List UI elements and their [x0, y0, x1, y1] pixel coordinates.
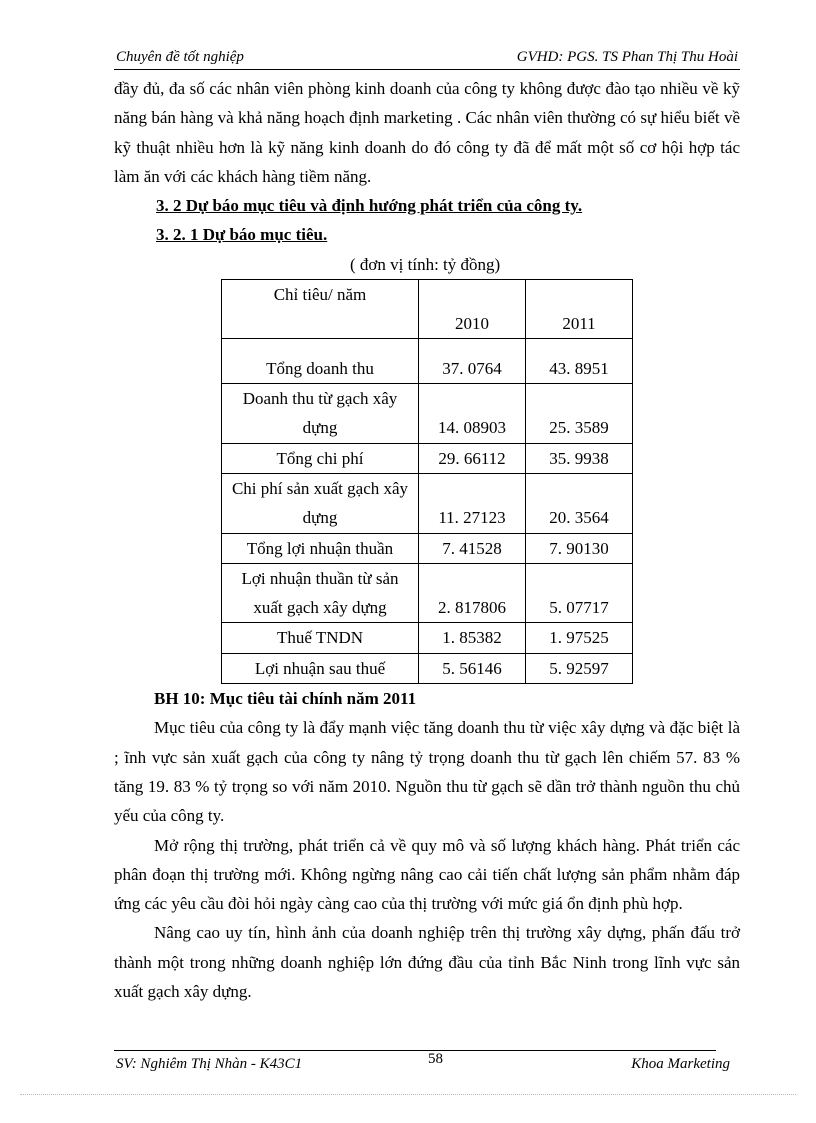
row-value-2010: 5. 56146: [419, 653, 526, 683]
page-bottom-divider: [20, 1094, 796, 1095]
row-label: Doanh thu từ gạch xây dựng: [222, 384, 419, 444]
table-header-label: Chỉ tiêu/ năm: [222, 280, 419, 339]
row-value-2010: 37. 0764: [419, 339, 526, 384]
page-number: 58: [428, 1051, 443, 1067]
body-paragraph: Nâng cao uy tín, hình ảnh của doanh nghiệp trên thị trường xây dựng, phấn đấu trở thành một trong những doanh nghiệp lớn đứng đầu của tỉnh Bắc Ninh trong lĩnh vực sản xuất gạch xây dựng.: [114, 923, 740, 1002]
row-label: Tổng chi phí: [222, 443, 419, 473]
row-value-2011: 20. 3564: [526, 473, 633, 533]
header-supervisor: GVHD: PGS. TS Phan Thị Thu Hoài: [516, 49, 738, 65]
row-value-2010: 11. 27123: [419, 473, 526, 533]
table-row: [222, 384, 633, 444]
table-header-year-2011: 2011: [526, 280, 633, 339]
financial-targets-table: [221, 279, 633, 684]
row-label: Chi phí sản xuất gạch xây dựng: [222, 473, 419, 533]
table-header-year-2010: 2010: [419, 280, 526, 339]
page-footer: [114, 1050, 730, 1075]
table-row: [222, 563, 633, 623]
row-value-2011: 25. 3589: [526, 384, 633, 444]
table-row: [222, 473, 633, 533]
page-header: [114, 49, 740, 70]
row-label: Tổng doanh thu: [222, 339, 419, 384]
page-body: [114, 74, 740, 1006]
row-value-2011: 43. 8951: [526, 339, 633, 384]
row-value-2011: 5. 07717: [526, 563, 633, 623]
header-document-type: Chuyên đề tốt nghiệp: [116, 49, 244, 65]
footer-department: Khoa Marketing: [631, 1056, 730, 1072]
row-value-2010: 1. 85382: [419, 623, 526, 653]
table-row: [222, 653, 633, 683]
row-label: Lợi nhuận thuần từ sản xuất gạch xây dựng: [222, 563, 419, 623]
subsection-heading: 3. 2. 1 Dự báo mục tiêu.: [156, 225, 328, 245]
row-value-2010: 29. 66112: [419, 443, 526, 473]
table-caption: BH 10: Mục tiêu tài chính năm 2011: [154, 689, 417, 709]
table-row: [222, 533, 633, 563]
body-paragraph: Mở rộng thị trường, phát triển cả về quy mô và số lượng khách hàng. Phát triển các phân đoạn thị trường mới. Không ngừng nâng cao cải tiến chất lượng sản phẩm nhằm đáp ứng các yêu cầu đòi hỏi ngày càng cao của thị trường với mức giá ổn định phù hợp.: [114, 835, 740, 914]
table-row: [222, 339, 633, 384]
row-value-2011: 5. 92597: [526, 653, 633, 683]
table-row: [222, 443, 633, 473]
footer-student: SV: Nghiêm Thị Nhàn - K43C1: [116, 1056, 303, 1072]
section-heading: 3. 2 Dự báo mục tiêu và định hướng phát triển của công ty.: [156, 196, 583, 216]
unit-note: ( đơn vị tính: tỷ đồng): [350, 254, 501, 274]
intro-paragraph: đầy đủ, đa số các nhân viên phòng kinh doanh của công ty không được đào tạo nhiều về kỹ năng bán hàng và khả năng hoạch định marketing . Các nhân viên thường có sự hiểu biết về kỹ thuật nhiều hơn là kỹ năng kinh doanh do đó công ty đã để mất một số cơ hội hợp tác làm ăn với các khách hàng tiềm năng.: [114, 79, 740, 186]
body-paragraph: Mục tiêu của công ty là đẩy mạnh việc tăng doanh thu từ việc xây dựng và đặc biệt là ; ĩnh vực sản xuất gạch của công ty nâng tỷ trọng doanh thu từ gạch lên chiếm 57. 83 % tăng 19. 83 % tỷ trọng so với năm 2010. Nguồn thu từ gạch sẽ dần trở thành nguồn thu chủ yếu của công ty.: [114, 718, 740, 826]
row-value-2011: 1. 97525: [526, 623, 633, 653]
row-value-2010: 14. 08903: [419, 384, 526, 444]
table-header-row: [222, 280, 633, 339]
row-label: Tổng lợi nhuận thuần: [222, 533, 419, 563]
row-value-2011: 7. 90130: [526, 533, 633, 563]
row-value-2011: 35. 9938: [526, 443, 633, 473]
row-label: Thuế TNDN: [222, 623, 419, 653]
table-row: [222, 623, 633, 653]
row-label: Lợi nhuận sau thuế: [222, 653, 419, 683]
row-value-2010: 2. 817806: [419, 563, 526, 623]
row-value-2010: 7. 41528: [419, 533, 526, 563]
